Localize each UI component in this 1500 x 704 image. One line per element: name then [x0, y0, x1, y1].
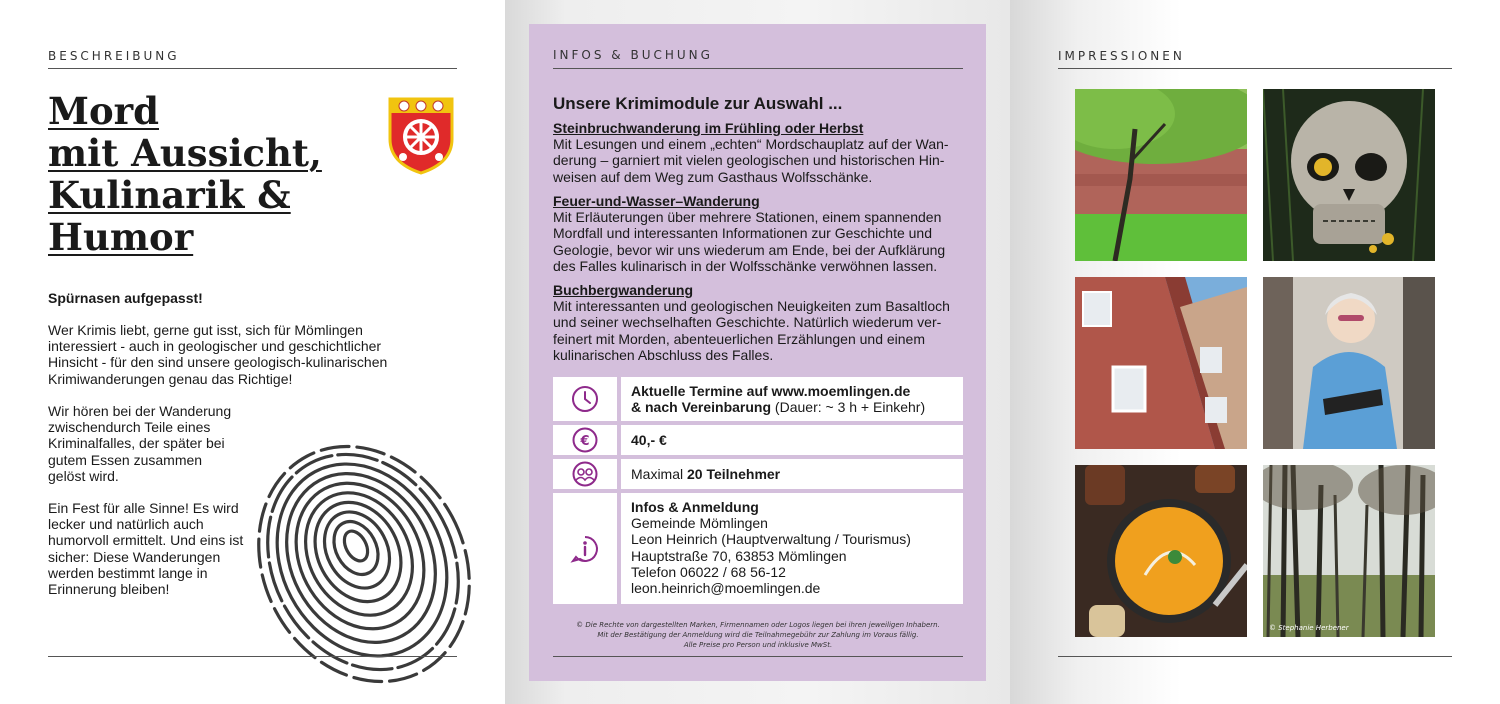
photo-reading-woman [1263, 277, 1435, 449]
closing-paragraph: Ein Fest für alle Sinne! Es wird lecker und natürlich auch humorvoll ermittelt. Und eins ist sicher: Diese Wanderungen werden bestimmt lange in Erinnerung bleiben! [48, 500, 244, 598]
euro-icon [553, 425, 617, 455]
section-label-impressionen: IMPRESSIONEN [1058, 49, 1185, 63]
footnote-line: Mit der Bestätigung der Anmeldung wird die Teilnahmegebühr zur Zahlung im Voraus fällig. [597, 631, 919, 639]
participants-max: 20 Teilnehmer [687, 465, 781, 482]
group-icon [553, 459, 617, 489]
termine-duration: (Dauer: ~ 3 h + Einkehr) [771, 399, 926, 416]
contact-line: Gemeinde Mömlingen [631, 515, 768, 532]
impressions-panel [1010, 0, 1500, 704]
divider [1058, 656, 1452, 657]
module-text: Mit interessanten und geologischen Neuigkeiten zum Basaltloch und seiner wechselhaften Geschichte. Natürlich wiederum ver-feinert mit Morden, abenteuerlichen Erzählungen und einem kulinarischen Abschluss des Falles. [553, 298, 950, 363]
info-row-teilnehmer [553, 459, 963, 489]
module-item [553, 282, 968, 363]
coat-of-arms-icon [386, 95, 456, 175]
fingerprint-icon [238, 418, 488, 688]
module-heading: Buchbergwanderung [553, 282, 694, 298]
photo-quarry [1075, 89, 1247, 261]
info-row-termine [553, 377, 963, 421]
contact-text [621, 493, 963, 604]
divider [48, 656, 457, 657]
clock-icon [553, 377, 617, 421]
module-item [553, 193, 968, 274]
termine-bold: & nach Vereinbarung [631, 399, 772, 416]
section-label-infos: INFOS & BUCHUNG [553, 48, 713, 62]
price-text: 40,- € [621, 425, 963, 455]
contact-heading: Infos & Anmeldung [631, 499, 759, 515]
photo-skull [1263, 89, 1435, 261]
modules-title: Unsere Krimimodule zur Auswahl ... [553, 94, 843, 113]
participants-text [621, 459, 963, 489]
info-icon [553, 493, 617, 604]
photo-soup [1075, 465, 1247, 637]
participants-prefix: Maximal [631, 465, 688, 482]
svg-text:€: € [580, 434, 590, 449]
footnote-line: Alle Preise pro Person und inklusive MwSt. [683, 641, 833, 649]
description-panel [0, 0, 505, 704]
title-line: mit Aussicht, [48, 131, 322, 175]
page-title [48, 90, 368, 258]
termine-line: Aktuelle Termine auf www.moemlingen.de [631, 383, 911, 399]
footnote-line: © Die Rechte von dargestellten Marken, Firmennamen oder Logos liegen bei ihren jeweiligen Inhabern. [576, 621, 940, 629]
divider [553, 656, 963, 657]
section-label-beschreibung: BESCHREIBUNG [48, 49, 180, 63]
photo-forest [1263, 465, 1435, 637]
info-row-preis [553, 425, 963, 455]
termine-text [621, 377, 963, 421]
divider [48, 68, 457, 69]
contact-phone: Telefon 06022 / 68 56-12 [631, 563, 786, 580]
contact-email[interactable]: leon.heinrich@moemlingen.de [631, 580, 821, 597]
intro-paragraph: Wer Krimis liebt, gerne gut isst, sich für Mömlingen interessiert - auch in geologischer und geschichtlicher Hinsicht - für den sind unsere geologisch-kulinarischen Krimiwanderungen genau das Richtige! [48, 322, 388, 387]
module-item [553, 120, 968, 185]
module-text: Mit Erläuterungen über mehrere Stationen, einem spannenden Mordfall und interessanten Informationen zur Geschichte und Geologie, bevor wir uns wiederum am Ende, bei der Aufklärung des Falles kulinarisch in der Wolfsschänke verwöhnen lassen. [553, 209, 946, 274]
legal-footnote [553, 620, 963, 650]
photo-credit: © Stephanie Herbener [1269, 624, 1349, 632]
divider [553, 68, 963, 69]
booking-box [529, 24, 986, 681]
info-panel [505, 0, 1010, 704]
title-line: Kulinarik & [48, 173, 291, 217]
story-paragraph: Wir hören bei der Wanderung zwischendurch Teile eines Kriminalfalles, der später bei gutem Essen zusammen gelöst wird. [48, 403, 232, 484]
title-line: Humor [48, 215, 194, 259]
photo-building [1075, 277, 1247, 449]
contact-line: Leon Heinrich (Hauptverwaltung / Tourismus) [631, 531, 911, 548]
divider [1058, 68, 1452, 69]
module-heading: Steinbruchwanderung im Frühling oder Herbst [553, 120, 864, 136]
lead-text: Spürnasen aufgepasst! [48, 290, 203, 306]
module-text: Mit Lesungen und einem „echten“ Mordschauplatz auf der Wan-derung – garniert mit vielen geologischen und historischen Hin-weisen auf dem Weg zum Gasthaus Wolfsschänke. [553, 136, 949, 185]
contact-line: Hauptstraße 70, 63853 Mömlingen [631, 547, 847, 564]
module-heading: Feuer-und-Wasser–Wanderung [553, 193, 760, 209]
title-line: Mord [48, 89, 159, 133]
info-row-anmeldung [553, 493, 963, 604]
